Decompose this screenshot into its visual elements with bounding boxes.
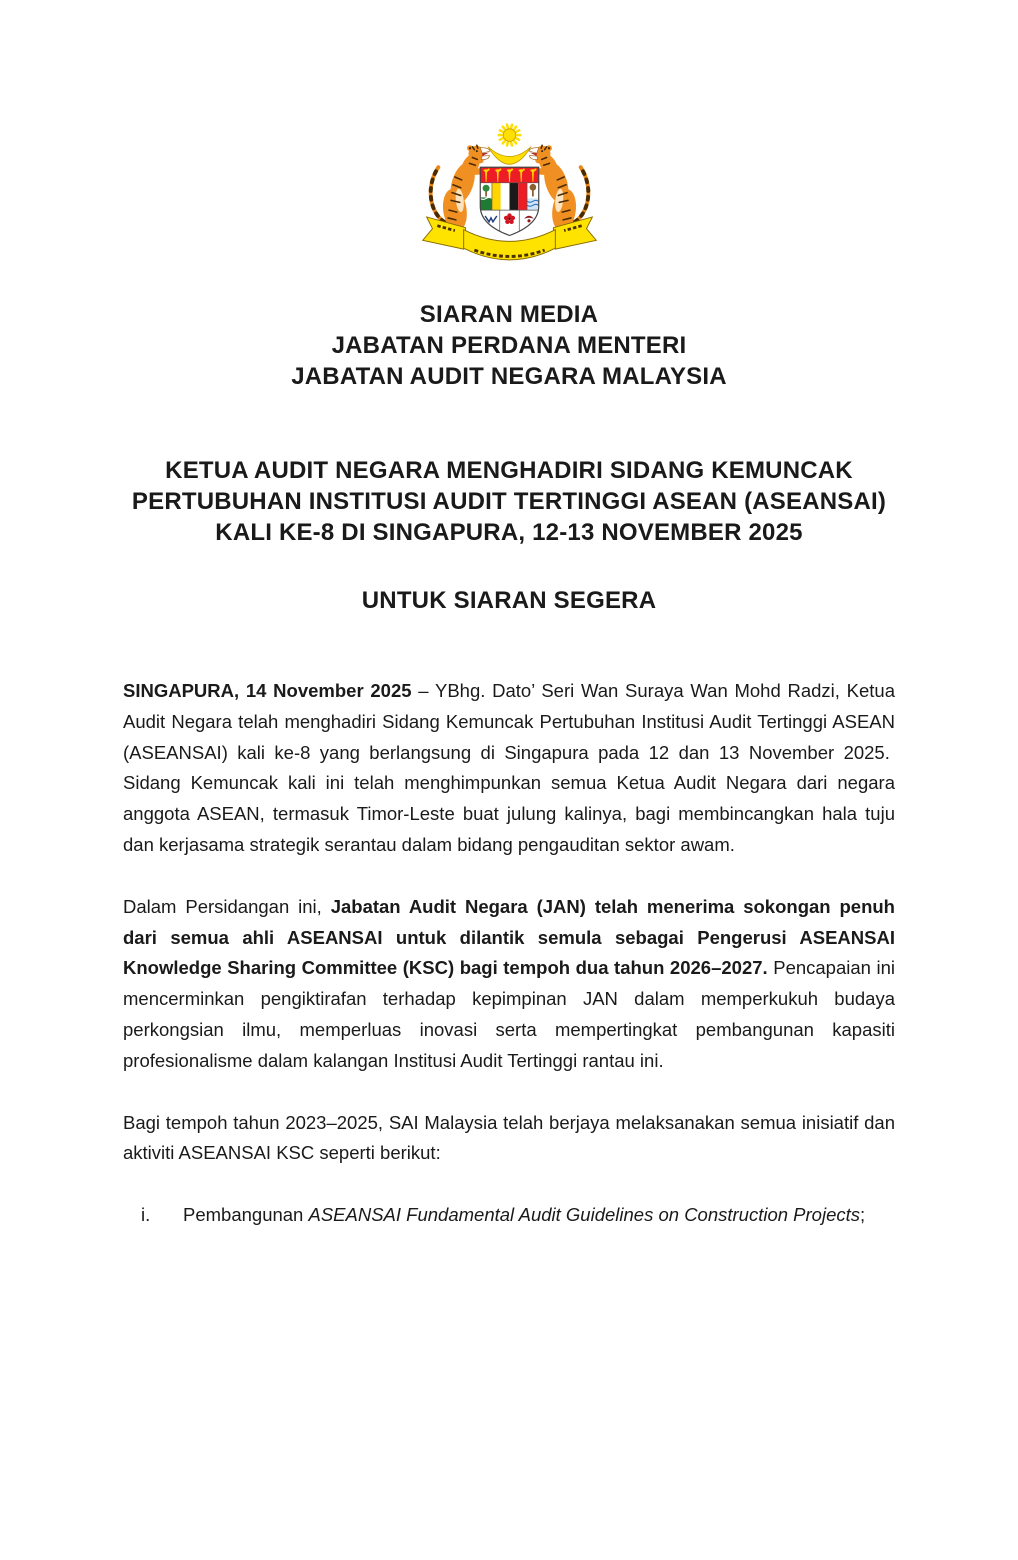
- list-item-text: [183, 1200, 895, 1231]
- release-note: UNTUK SIARAN SEGERA: [361, 587, 657, 614]
- text-run: Dalam Persidangan ini,: [123, 895, 331, 917]
- list-marker: i.: [141, 1204, 151, 1226]
- heading-line: JABATAN AUDIT NEGARA MALAYSIA: [291, 363, 727, 390]
- text-run: Bagi tempoh tahun 2023–2025, SAI Malaysia telah berjaya melaksanakan semua inisiatif dan aktiviti ASEANSAI KSC seperti berikut:: [123, 1111, 895, 1164]
- heading-line: KETUA AUDIT NEGARA MENGHADIRI SIDANG KEMUNCAK: [165, 457, 853, 484]
- list-item-guidelines: [123, 1200, 895, 1231]
- malaysia-coat-of-arms-emblem: [412, 120, 607, 272]
- text-run: ;: [860, 1204, 866, 1226]
- text-run: – YBhg. Dato’ Seri Wan Suraya Wan Mohd Radzi, Ketua Audit Negara telah menghadiri Sidang Kemuncak Pertubuhan Institusi Audit Tertinggi ASEAN (ASEANSAI) kali ke-8 yang berlangsung di Singapura pada 12 dan 13 November 2025. Sidang Kemuncak kali ini telah menghimpunkan semua Ketua Audit Negara dari negara anggota ASEAN, termasuk Timor-Leste buat julung kalinya, bagi membincangkan hala tuju dan kerjasama strategik serantau dalam bidang pengauditan sektor awam.: [123, 680, 895, 855]
- press-release-page: [0, 120, 1018, 1560]
- document-title: [123, 455, 895, 548]
- text-run: Pembangunan: [183, 1204, 309, 1226]
- heading-line: SIARAN MEDIA: [419, 301, 599, 328]
- document-header: [123, 299, 895, 392]
- document-body: [123, 299, 895, 1231]
- shield: [480, 167, 539, 235]
- text-run: ASEANSAI Fundamental Audit Guidelines on Construction Projects: [308, 1204, 861, 1226]
- text-run: Jabatan Audit Negara (JAN) telah menerima sokongan penuh dari semua ahli ASEANSAI untuk dilantik semula sebagai Pengerusi ASEANSAI Knowledge Sharing Committee (KSC) bagi tempoh dua tahun 2026–2027.: [123, 895, 895, 979]
- heading-line: PERTUBUHAN INSTITUSI AUDIT TERTINGGI ASEAN (ASEANSAI): [131, 488, 887, 515]
- text-run: Pencapaian ini mencerminkan pengiktirafan terhadap kepimpinan JAN dalam memperkukuh budaya perkongsian ilmu, memperluas inovasi serta mempertingkat pembangunan kapasiti profesionalisme dalam kalangan Institusi Audit Tertinggi rantau ini.: [123, 957, 896, 1071]
- heading-line: JABATAN PERDANA MENTERI: [331, 332, 687, 359]
- paragraph-initiatives-intro: [123, 1108, 895, 1170]
- paragraph-dateline: [123, 676, 895, 861]
- text-run: SINGAPURA, 14 November 2025: [123, 680, 412, 701]
- star-and-crescent: [488, 125, 531, 165]
- heading-line: KALI KE-8 DI SINGAPURA, 12-13 NOVEMBER 2025: [215, 519, 803, 546]
- paragraph-ksc-chairmanship: [123, 892, 895, 1077]
